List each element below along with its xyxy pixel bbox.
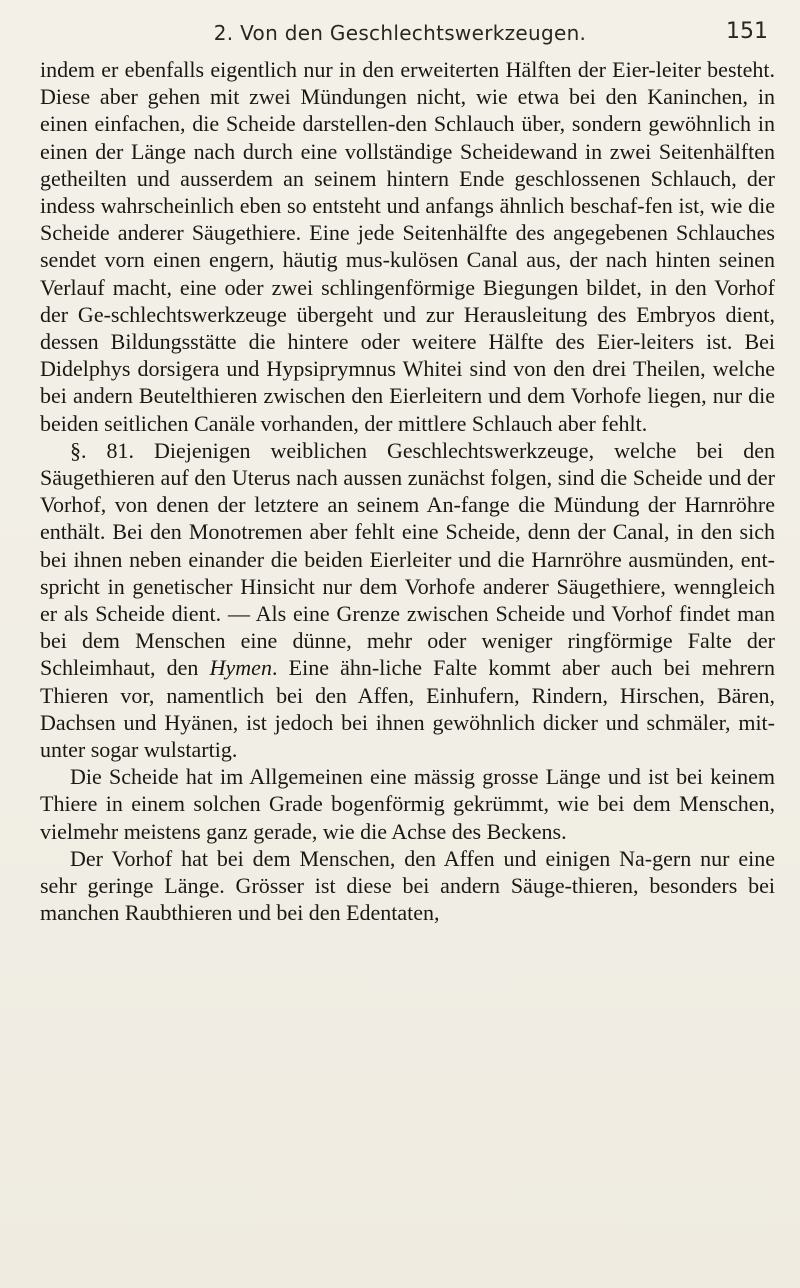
- paragraph-3: Die Scheide hat im Allgemeinen eine mässig grosse Länge und ist bei keinem Thiere in einem solchen Grade bogenförmig gekrümmt, wie bei dem Menschen, vielmehr meistens ganz gerade, wie die Achse des Beckens.: [40, 764, 775, 844]
- paragraph-1: indem er ebenfalls eigentlich nur in den erweiterten Hälften der Eier-leiter besteht. Diese aber gehen mit zwei Mündungen nicht, wie etwa bei den Kaninchen, in einen einfachen, die Scheide darstellen-den Schlauch über, sondern gewöhnlich in einen der Länge nach durch eine vollständige Scheidewand in zwei Seitenhälften getheilten und ausserdem an seinem hintern Ende geschlossenen Schlauch, der indess wahrscheinlich eben so entsteht und anfangs ähnlich beschaf-fen ist, wie die Scheide anderer Säugethiere. Eine jede Seitenhälfte des angegebenen Schlauches sendet vorn einen engern, häutig mus-kulösen Canal aus, der nach hinten seinen Verlauf macht, eine oder zwei schlingenförmige Biegungen bildet, in den Vorhof der Ge-schlechtswerkzeuge übergeht und zur Herausleitung des Embryos dient, dessen Bildungsstätte die hintere oder weitere Hälfte des Eier-leiters ist. Bei Didelphys dorsigera und Hypsiprymnus Whitei sind von den drei Theilen, welche bei andern Beutelthieren zwischen den Eierleitern und dem Vorhofe liegen, nur die beiden seitlichen Canäle vorhanden, der mittlere Schlauch aber fehlt.: [40, 57, 775, 436]
- paragraph-2: [40, 437, 775, 763]
- paragraph-4: Der Vorhof hat bei dem Menschen, den Affen und einigen Na-gern nur eine sehr geringe Länge. Grösser ist diese bei andern Säuge-thieren, besonders bei manchen Raubthieren und bei den Edentaten,: [40, 845, 775, 926]
- page-header: [0, 16, 800, 52]
- hymen-term: Hymen: [209, 655, 272, 681]
- page-number: 151: [726, 19, 768, 44]
- body-text: [40, 56, 775, 927]
- paragraph-2-tail: . Eine ähn-liche Falte kommt aber auch bei mehrern Thieren vor, namentlich bei den Affen, Einhufern, Rindern, Hirschen, Bären, Dachsen und Hyänen, ist jedoch bei ihnen gewöhnlich dicker und schmäler, mit-unter sogar wulstartig.: [40, 655, 776, 763]
- paragraph-2-text: §. 81. Diejenigen weiblichen Geschlechtswerkzeuge, welche bei den Säugethieren auf den Uterus nach aussen zunächst folgen, sind die Scheide und der Vorhof, von denen der letztere an seinem An-fange die Mündung der Harnröhre enthält. Bei den Monotremen aber fehlt eine Scheide, denn der Canal, in den sich bei ihnen neben einander die beiden Eierleiter und die Harnröhre ausmünden, ent-spricht in genetischer Hinsicht nur dem Vorhofe anderer Säugethiere, wenngleich er als Scheide dient. — Als eine Grenze zwischen Scheide und Vorhof findet man bei dem Menschen eine dünne, mehr oder weniger ringförmige Falte der Schleimhaut, den: [40, 437, 775, 681]
- running-head: 2. Von den Geschlechtswerkzeugen.: [213, 21, 587, 45]
